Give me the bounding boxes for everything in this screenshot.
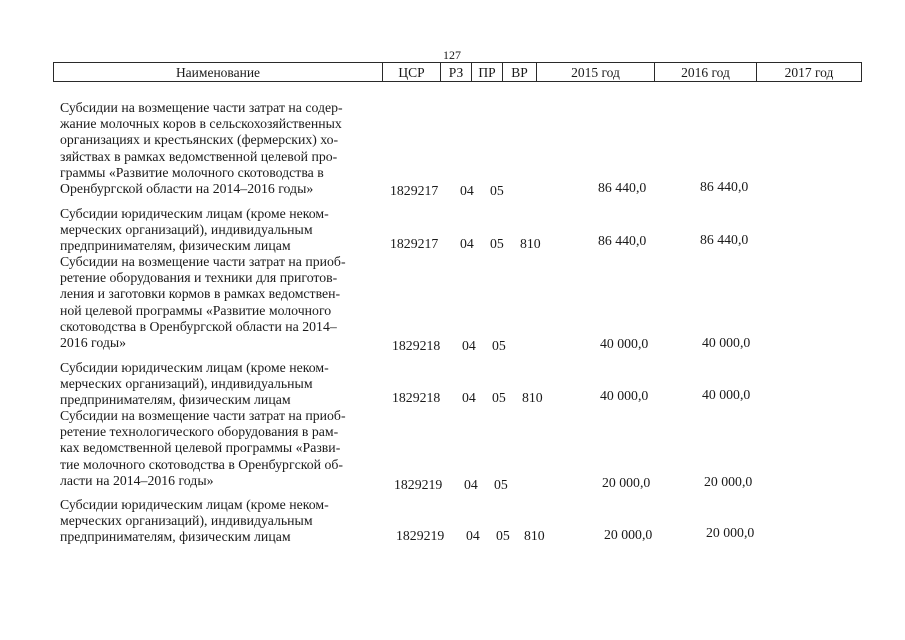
header-2016: 2016 год <box>654 63 756 81</box>
row-2015: 40 000,0 <box>600 388 649 403</box>
table-header <box>53 62 862 82</box>
row-csr: 1829219 <box>394 477 443 492</box>
row-name: Субсидии на возмещение части затрат на содер- жание молочных коров в сельскохозяйственных организациях и крестьянских (фермерских) хо- зяйствах в рамках ведомственной целевой про- граммы «Развитие молочного скотоводства в Оренбургской области на 2014–2016 годы» <box>60 100 343 197</box>
row-pr: 05 <box>494 477 508 492</box>
row-2015: 20 000,0 <box>604 527 653 542</box>
row-pr: 05 <box>496 528 510 543</box>
row-rz: 04 <box>460 236 474 251</box>
row-2016: 20 000,0 <box>706 525 755 540</box>
header-csr: ЦСР <box>382 63 440 81</box>
row-pr: 05 <box>490 236 504 251</box>
row-name: Субсидии юридическим лицам (кроме неком- мерческих организаций), индивидуальным предпринимателям, физическим лицам <box>60 497 329 545</box>
row-vr: 810 <box>522 390 543 405</box>
header-pr: ПР <box>471 63 502 81</box>
row-2015: 20 000,0 <box>602 475 651 490</box>
row-csr: 1829218 <box>392 338 441 353</box>
row-2016: 86 440,0 <box>700 179 749 194</box>
row-2016: 86 440,0 <box>700 232 749 247</box>
row-2016: 40 000,0 <box>702 335 751 350</box>
page-number: 127 <box>443 48 461 62</box>
row-pr: 05 <box>490 183 504 198</box>
row-name: Субсидии юридическим лицам (кроме неком- мерческих организаций), индивидуальным предпринимателям, физическим лицам <box>60 360 329 408</box>
row-name: Субсидии юридическим лицам (кроме неком- мерческих организаций), индивидуальным предпринимателям, физическим лицам <box>60 206 329 254</box>
row-rz: 04 <box>460 183 474 198</box>
row-2015: 40 000,0 <box>600 336 649 351</box>
header-name: Наименование <box>53 63 382 81</box>
row-vr: 810 <box>524 528 545 543</box>
row-2015: 86 440,0 <box>598 233 647 248</box>
row-name: Субсидии на возмещение части затрат на приоб- ретение технологического оборудования в рам- ках ведомственной целевой программы «Разви- тие молочного скотоводства в Оренбургской об- ласти на 2014–2016 годы» <box>60 408 346 488</box>
row-pr: 05 <box>492 338 506 353</box>
header-2015: 2015 год <box>536 63 654 81</box>
row-rz: 04 <box>466 528 480 543</box>
row-csr: 1829218 <box>392 390 441 405</box>
header-vr: ВР <box>502 63 536 81</box>
row-2016: 40 000,0 <box>702 387 751 402</box>
row-pr: 05 <box>492 390 506 405</box>
row-rz: 04 <box>462 390 476 405</box>
row-2016: 20 000,0 <box>704 474 753 489</box>
header-2017: 2017 год <box>756 63 862 81</box>
row-2015: 86 440,0 <box>598 180 647 195</box>
row-rz: 04 <box>464 477 478 492</box>
row-name: Субсидии на возмещение части затрат на приоб- ретение оборудования и техники для приготов- ления и заготовки кормов в рамках ведомствен- ной целевой программы «Развитие молочного скотоводства в Оренбургской области на 2014– 2016 годы» <box>60 254 346 351</box>
row-rz: 04 <box>462 338 476 353</box>
row-csr: 1829217 <box>390 236 439 251</box>
row-csr: 1829219 <box>396 528 445 543</box>
header-rz: РЗ <box>440 63 471 81</box>
row-vr: 810 <box>520 236 541 251</box>
row-csr: 1829217 <box>390 183 439 198</box>
